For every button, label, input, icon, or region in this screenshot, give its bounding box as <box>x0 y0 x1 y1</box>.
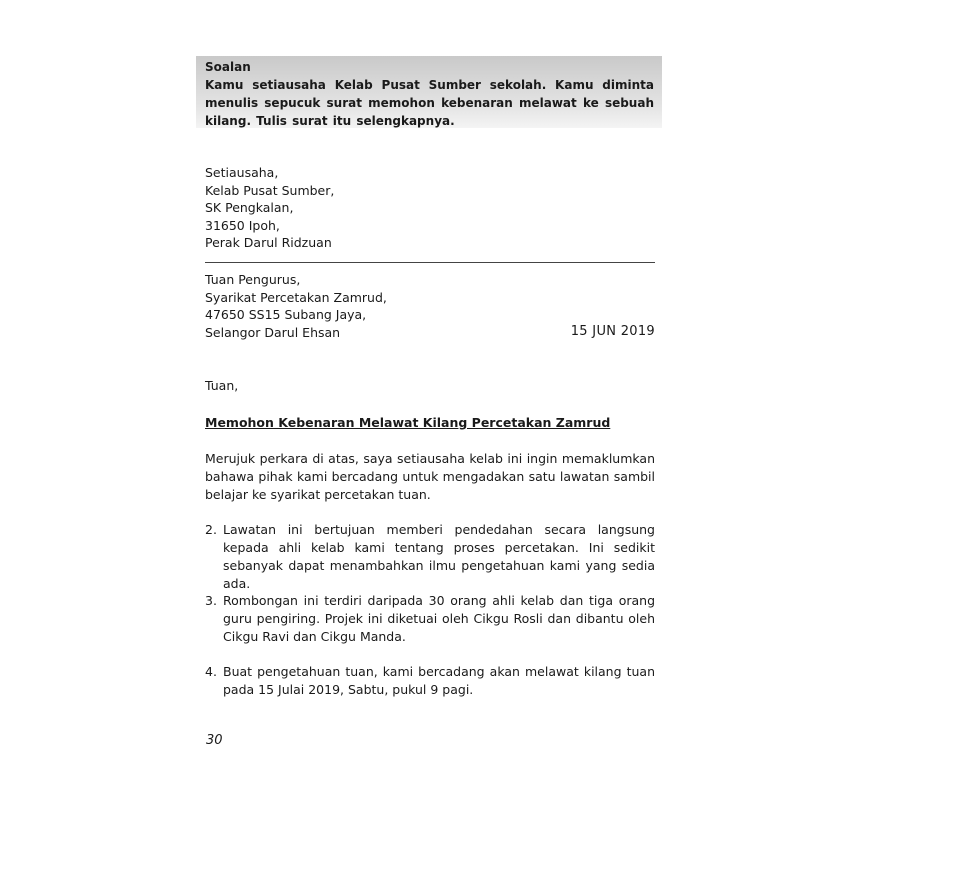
paragraph-text: Rombongan ini terdiri daripada 30 orang ahli kelab dan tiga orang guru pengiring. Projek ini diketuai oleh Cikgu Rosli dan dibantu oleh Cikgu Ravi dan Cikgu Manda. <box>223 593 655 644</box>
question-text: Kamu setiausaha Kelab Pusat Sumber sekolah. Kamu diminta menulis sepucuk surat memohon kebenaran melawat ke sebuah kilang. Tulis surat itu selengkapnya. <box>205 78 654 128</box>
paragraph-text: Lawatan ini bertujuan memberi pendedahan secara langsung kepada ahli kelab kami tentang proses percetakan. Ini sedikit sebanyak dapat menambahkan ilmu pengetahuan kami yang sedia ada. <box>223 522 655 591</box>
paragraph-number: 3. <box>205 593 217 608</box>
recipient-address-line: Selangor Darul Ehsan <box>205 324 341 340</box>
page-number: 30 <box>206 733 223 748</box>
letter-subject: Memohon Kebenaran Melawat Kilang Percetakan Zamrud <box>205 415 611 430</box>
sender-address-line: Setiausaha, <box>205 165 279 180</box>
numbered-paragraph <box>205 663 655 699</box>
address-divider <box>205 262 655 263</box>
sender-address-line: SK Pengkalan, <box>205 200 294 216</box>
numbered-paragraph <box>205 521 655 593</box>
paragraph-number: 4. <box>205 664 217 679</box>
sender-address <box>205 164 334 252</box>
salutation: Tuan, <box>205 378 239 393</box>
recipient-address-line: Syarikat Percetakan Zamrud, <box>205 289 387 305</box>
paragraph-number: 2. <box>205 522 217 537</box>
sender-address-line: Perak Darul Ridzuan <box>205 235 332 251</box>
question-box <box>196 56 662 128</box>
question-title: Soalan <box>205 60 251 74</box>
letter-date: 15 JUN 2019 <box>570 324 655 339</box>
sender-address-line: Kelab Pusat Sumber, <box>205 182 335 198</box>
numbered-paragraph <box>205 592 655 646</box>
paragraph-1: Merujuk perkara di atas, saya setiausaha kelab ini ingin memaklumkan bahawa pihak kami bercadang untuk mengadakan satu lawatan sambil belajar ke syarikat percetakan tuan. <box>205 451 655 502</box>
recipient-address-line: 47650 SS15 Subang Jaya, <box>205 307 367 323</box>
sender-address-line: 31650 Ipoh, <box>205 217 280 233</box>
paragraph-text: Buat pengetahuan tuan, kami bercadang akan melawat kilang tuan pada 15 Julai 2019, Sabtu, pukul 9 pagi. <box>223 664 655 697</box>
recipient-address-line: Tuan Pengurus, <box>205 272 301 287</box>
